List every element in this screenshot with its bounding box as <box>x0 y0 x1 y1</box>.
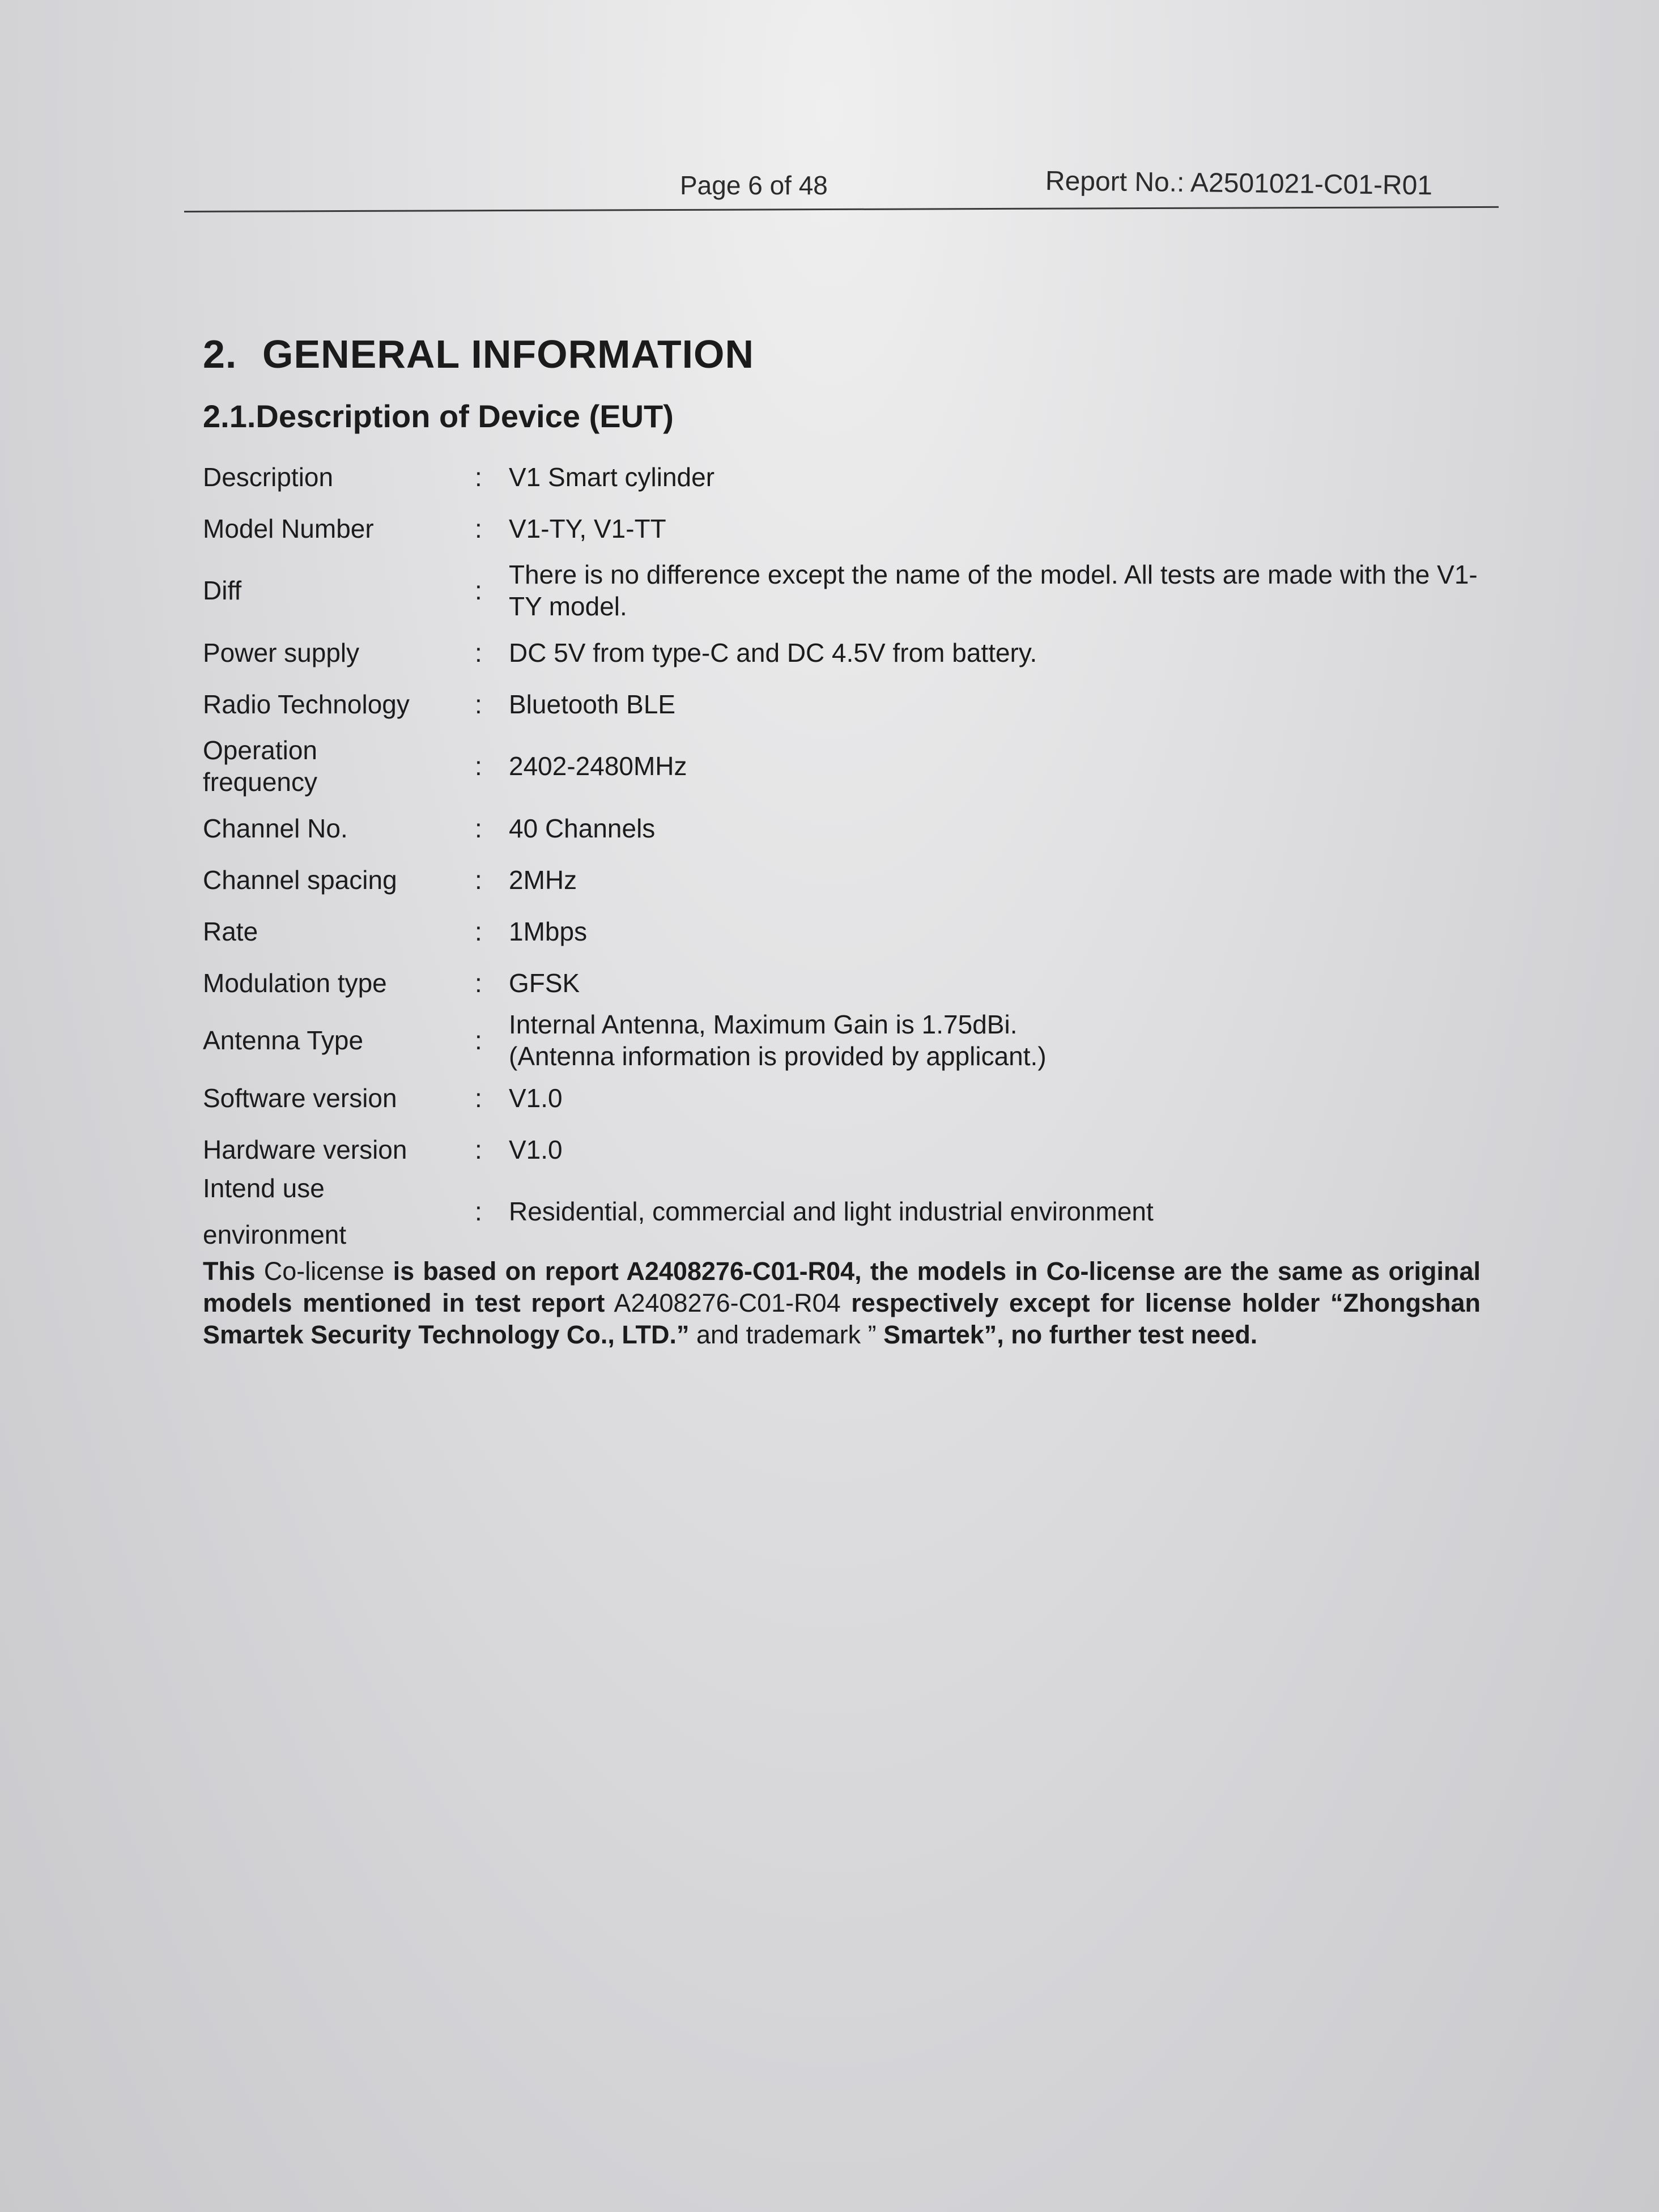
note-text: Co-license <box>255 1257 393 1286</box>
spec-label: Channel No. <box>203 813 348 843</box>
spec-colon: : <box>475 968 482 998</box>
spec-row-software-version <box>203 1072 1495 1124</box>
spec-value: Bluetooth BLE <box>509 689 676 719</box>
spec-value: V1-TY, V1-TT <box>509 513 666 543</box>
spec-label: Radio Technology <box>203 689 410 719</box>
spec-value: Residential, commercial and light industrial environment <box>509 1197 1154 1226</box>
spec-row-intended-use-environment <box>203 1175 1495 1248</box>
spec-value: V1.0 <box>509 1134 563 1164</box>
spec-colon: : <box>475 751 482 781</box>
spec-row-modulation-type <box>203 957 1495 1009</box>
spec-colon: : <box>475 1026 482 1055</box>
spec-colon: : <box>475 462 482 492</box>
spec-value: V1.0 <box>509 1083 563 1113</box>
report-number: Report No.: A2501021-C01-R01 <box>1045 166 1433 201</box>
section-title: GENERAL INFORMATION <box>262 332 755 376</box>
co-license-note <box>203 1256 1481 1351</box>
spec-label: Rate <box>203 916 258 946</box>
spec-row-diff <box>203 554 1495 627</box>
spec-colon: : <box>475 1134 482 1164</box>
spec-row-channel-spacing <box>203 854 1495 905</box>
spec-row-model-number <box>203 503 1495 554</box>
spec-label: Antenna Type <box>203 1026 364 1055</box>
header-divider <box>184 206 1499 212</box>
spec-value: DC 5V from type-C and DC 4.5V from battery. <box>509 637 1037 667</box>
spec-label: Intend use environment <box>203 1173 347 1249</box>
spec-label: Channel spacing <box>203 865 397 895</box>
spec-colon: : <box>475 865 482 895</box>
spec-colon: : <box>475 689 482 719</box>
spec-row-description <box>203 451 1495 503</box>
note-text: This <box>203 1257 256 1286</box>
spec-label: Modulation type <box>203 968 387 998</box>
device-spec-table <box>203 451 1495 1248</box>
spec-value: Internal Antenna, Maximum Gain is 1.75dBi. (Antenna information is provided by applicant.) <box>509 1010 1047 1071</box>
spec-colon: : <box>475 1083 482 1113</box>
spec-label: Hardware version <box>203 1134 407 1164</box>
spec-label: Model Number <box>203 513 374 543</box>
spec-value: V1 Smart cylinder <box>509 462 715 492</box>
section-number: 2. <box>203 332 237 376</box>
spec-label: Operation frequency <box>203 735 318 797</box>
spec-colon: : <box>475 1197 482 1226</box>
spec-value: GFSK <box>509 968 580 998</box>
spec-colon: : <box>475 576 482 605</box>
spec-row-radio-technology <box>203 678 1495 730</box>
spec-value: 2402-2480MHz <box>509 751 687 781</box>
spec-row-rate <box>203 905 1495 957</box>
note-text: and trademark ” <box>689 1320 884 1349</box>
spec-label: Diff <box>203 576 242 605</box>
note-text: respectively except for license holder “Zhongshan Smartek Security Technology Co., LTD.” <box>203 1288 1481 1349</box>
document-body <box>203 323 1495 1376</box>
spec-row-channel-number <box>203 802 1495 854</box>
page-number: Page 6 of 48 <box>680 171 828 200</box>
subsection-number: 2.1. <box>203 398 256 434</box>
spec-row-operation-frequency <box>203 730 1495 802</box>
spec-colon: : <box>475 813 482 843</box>
spec-colon: : <box>475 916 482 946</box>
note-text: A2408276-C01-R04 <box>605 1288 852 1317</box>
spec-colon: : <box>475 513 482 543</box>
spec-label: Description <box>203 462 334 492</box>
subsection-heading <box>203 385 1495 448</box>
spec-label: Software version <box>203 1083 397 1113</box>
spec-row-power-supply <box>203 627 1495 678</box>
spec-value: 1Mbps <box>509 916 588 946</box>
subsection-title: Description of Device (EUT) <box>256 398 674 434</box>
note-text: is based on report A2408276-C01-R04, the models in Co-license are the same as original models mentioned in test report <box>203 1257 1481 1317</box>
spec-value: 2MHz <box>509 865 577 895</box>
page-header <box>184 165 1499 216</box>
spec-label: Power supply <box>203 637 360 667</box>
spec-value: 40 Channels <box>509 813 656 843</box>
spec-colon: : <box>475 637 482 667</box>
section-heading <box>203 323 1495 385</box>
spec-row-antenna-type <box>203 1009 1495 1072</box>
spec-value: There is no difference except the name of the model. All tests are made with the V1-TY model. <box>509 560 1478 621</box>
spec-row-hardware-version <box>203 1124 1495 1175</box>
note-text: Smartek”, no further test need. <box>883 1320 1258 1349</box>
